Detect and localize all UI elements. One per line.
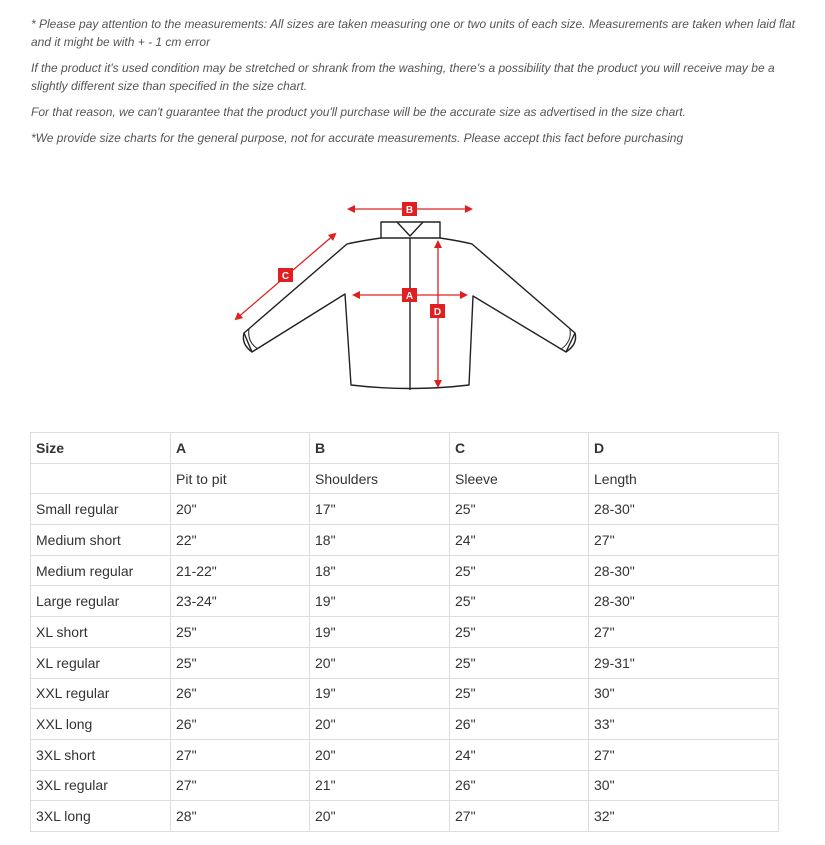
jacket-size-diagram (225, 190, 595, 400)
length-cell: 33" (589, 709, 779, 740)
note-condition: If the product it's used condition may be stretched or shrank from the washing, there's a possibility that the product you will receive may be a slightly different size than specified in the size chart. (31, 61, 775, 93)
subheader-sleeve: Sleeve (450, 463, 589, 494)
size-cell: 3XL short (31, 739, 171, 770)
size-cell: Large regular (31, 586, 171, 617)
sleeve-cell: 26" (450, 770, 589, 801)
table-row (31, 525, 779, 556)
pit-to-pit-cell: 25" (171, 647, 310, 678)
subheader-length: Length (589, 463, 779, 494)
measure-arrows (236, 209, 471, 386)
pit-to-pit-cell: 27" (171, 770, 310, 801)
sleeve-cell: 25" (450, 494, 589, 525)
shoulders-cell: 20" (310, 709, 450, 740)
shoulders-cell: 18" (310, 525, 450, 556)
shoulders-cell: 20" (310, 739, 450, 770)
size-cell: Small regular (31, 494, 171, 525)
length-cell: 28-30" (589, 586, 779, 617)
size-cell: 3XL long (31, 801, 171, 832)
label-a (402, 288, 417, 302)
sleeve-cell: 25" (450, 678, 589, 709)
length-cell: 27" (589, 525, 779, 556)
subheader-cell (31, 463, 171, 494)
pit-to-pit-cell: 28" (171, 801, 310, 832)
subheader-shoulders: Shoulders (310, 463, 450, 494)
size-cell: XXL regular (31, 678, 171, 709)
table-row (31, 586, 779, 617)
shoulders-cell: 21" (310, 770, 450, 801)
length-cell: 30" (589, 678, 779, 709)
pit-to-pit-cell: 26" (171, 709, 310, 740)
pit-to-pit-cell: 27" (171, 739, 310, 770)
svg-text:C: C (281, 271, 290, 282)
table-row (31, 494, 779, 525)
measurement-notes (31, 15, 801, 155)
sleeve-cell: 26" (450, 709, 589, 740)
shoulders-cell: 18" (310, 555, 450, 586)
table-row (31, 647, 779, 678)
svg-text:A: A (405, 291, 414, 302)
shoulders-cell: 19" (310, 586, 450, 617)
header-d: D (589, 433, 779, 464)
size-cell: XXL long (31, 709, 171, 740)
shoulders-cell: 20" (310, 647, 450, 678)
size-cell: XL regular (31, 647, 171, 678)
shoulders-cell: 19" (310, 678, 450, 709)
length-cell: 30" (589, 770, 779, 801)
table-row (31, 801, 779, 832)
jacket-outline (243, 222, 575, 390)
table-header-row (31, 433, 779, 464)
svg-text:B: B (405, 205, 414, 216)
note-guarantee: For that reason, we can't guarantee that the product you'll purchase will be the accurate size as advertised in the size chart. (31, 105, 686, 119)
size-cell: 3XL regular (31, 770, 171, 801)
measure-labels (278, 202, 445, 318)
pit-to-pit-cell: 26" (171, 678, 310, 709)
label-c (278, 268, 293, 282)
table-row (31, 678, 779, 709)
shoulders-cell: 19" (310, 617, 450, 648)
shoulders-cell: 20" (310, 801, 450, 832)
pit-to-pit-cell: 20" (171, 494, 310, 525)
label-b (402, 202, 417, 216)
table-row (31, 770, 779, 801)
subheader-pit-to-pit: Pit to pit (171, 463, 310, 494)
header-b: B (310, 433, 450, 464)
shoulders-cell: 17" (310, 494, 450, 525)
note-general-purpose: *We provide size charts for the general purpose, not for accurate measurements. Please accept this fact before purchasing (31, 131, 684, 145)
label-d (430, 304, 445, 318)
sleeve-cell: 25" (450, 555, 589, 586)
table-row (31, 709, 779, 740)
table-row (31, 617, 779, 648)
sleeve-cell: 25" (450, 617, 589, 648)
pit-to-pit-cell: 23-24" (171, 586, 310, 617)
svg-text:D: D (433, 307, 442, 318)
length-cell: 27" (589, 617, 779, 648)
table-subheader-row (31, 463, 779, 494)
header-c: C (450, 433, 589, 464)
header-a: A (171, 433, 310, 464)
header-size: Size (31, 433, 171, 464)
size-chart-table (30, 432, 779, 832)
note-measurement: * Please pay attention to the measurements: All sizes are taken measuring one or two units of each size. Measurements are taken when laid flat and it might be with + - 1 cm error (31, 17, 795, 49)
length-cell: 27" (589, 739, 779, 770)
pit-to-pit-cell: 21-22" (171, 555, 310, 586)
sleeve-cell: 24" (450, 525, 589, 556)
length-cell: 32" (589, 801, 779, 832)
length-cell: 28-30" (589, 555, 779, 586)
size-cell: XL short (31, 617, 171, 648)
table-row (31, 739, 779, 770)
sleeve-cell: 25" (450, 586, 589, 617)
pit-to-pit-cell: 25" (171, 617, 310, 648)
sleeve-cell: 25" (450, 647, 589, 678)
length-cell: 29-31" (589, 647, 779, 678)
size-cell: Medium regular (31, 555, 171, 586)
sleeve-cell: 27" (450, 801, 589, 832)
table-row (31, 555, 779, 586)
size-cell: Medium short (31, 525, 171, 556)
sleeve-cell: 24" (450, 739, 589, 770)
pit-to-pit-cell: 22" (171, 525, 310, 556)
length-cell: 28-30" (589, 494, 779, 525)
